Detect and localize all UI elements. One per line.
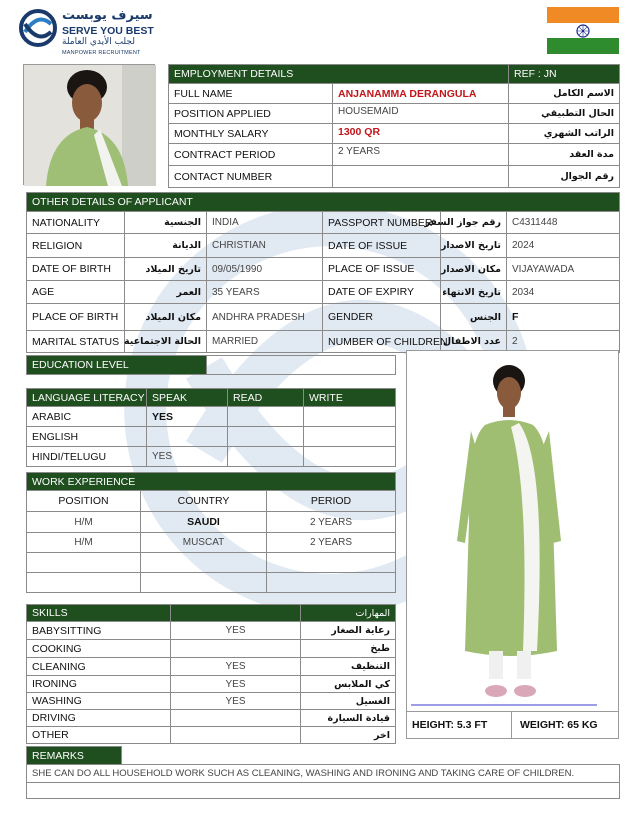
weight-value: WEIGHT: 65 KG (512, 711, 618, 739)
gender-value: F (507, 304, 620, 331)
read-value (228, 427, 304, 447)
place-of-issue-label: PLACE OF ISSUE (323, 258, 441, 281)
skill-value: YES (171, 658, 301, 676)
religion-label: RELIGION (27, 234, 125, 258)
skill-value (171, 727, 301, 744)
place-of-birth-arabic: مكان الميلاد (125, 304, 207, 331)
skill-label: CLEANING (27, 658, 171, 676)
table-row (27, 234, 620, 258)
skill-label: DRIVING (27, 710, 171, 727)
contact-number-label: CONTACT NUMBER (169, 166, 333, 188)
position-applied-label: POSITION APPLIED (169, 104, 333, 124)
ashoka-chakra-icon (576, 24, 590, 38)
skill-arabic: الغسيل (301, 693, 396, 710)
table-row (27, 710, 396, 727)
age-value: 35 YEARS (207, 281, 323, 304)
skill-label: IRONING (27, 676, 171, 693)
table-row (27, 447, 396, 467)
table-row (169, 124, 620, 144)
logo-english-name: SERVE YOU BEST (62, 25, 154, 37)
table-row (27, 553, 396, 573)
employment-header: EMPLOYMENT DETAILS (169, 65, 509, 84)
monthly-salary-label: MONTHLY SALARY (169, 124, 333, 144)
marital-status-arabic: الحالة الاجتماعية (125, 331, 207, 353)
skill-label: OTHER (27, 727, 171, 744)
position-applied-arabic: الحال التطبيقي (509, 104, 620, 124)
table-row (27, 727, 396, 744)
table-row (27, 658, 396, 676)
logo-emblem-icon (18, 8, 58, 48)
ref-label: REF : JN (509, 65, 620, 84)
date-of-issue-arabic: تاريخ الاصدار (441, 234, 507, 258)
passport-number-value: C4311448 (507, 212, 620, 234)
table-row (27, 676, 396, 693)
logo-arabic-name: سيرف يوبست (62, 8, 153, 23)
skill-value: YES (171, 622, 301, 640)
read-value (228, 447, 304, 467)
other-details-table (26, 192, 620, 353)
education-level-value (207, 356, 396, 375)
applicant-photo-full (406, 350, 619, 739)
number-of-children-label: NUMBER OF CHILDREN (323, 331, 441, 353)
passport-number-label: PASSPORT NUMBER (323, 212, 441, 234)
age-label: AGE (27, 281, 125, 304)
work-period: 2 YEARS (267, 512, 396, 533)
full-name-arabic: الاسم الكامل (509, 84, 620, 104)
table-row (27, 693, 396, 710)
date-of-birth-label: DATE OF BIRTH (27, 258, 125, 281)
date-of-issue-value: 2024 (507, 234, 620, 258)
period-column-header: PERIOD (267, 491, 396, 512)
employment-details-table (168, 64, 620, 188)
remarks-table (26, 746, 620, 799)
position-applied-value: HOUSEMAID (333, 104, 509, 124)
read-value (228, 407, 304, 427)
table-row (169, 84, 620, 104)
skill-arabic: رعاية الصغار (301, 622, 396, 640)
monthly-salary-value: 1300 QR (333, 124, 509, 144)
write-value (304, 407, 396, 427)
remarks-text: SHE CAN DO ALL HOUSEHOLD WORK SUCH AS CLEANING, WASHING AND IRONING AND TAKING CARE OF CHILDREN. (27, 765, 620, 783)
skills-header: SKILLS (27, 605, 171, 622)
date-of-birth-value: 09/05/1990 (207, 258, 323, 281)
skills-table (26, 604, 396, 744)
education-level-table (26, 355, 396, 375)
marital-status-value: MARRIED (207, 331, 323, 353)
table-row (169, 104, 620, 124)
language-name: HINDI/TELUGU (27, 447, 147, 467)
table-row (27, 212, 620, 234)
religion-value: CHRISTIAN (207, 234, 323, 258)
write-header: WRITE (304, 389, 396, 407)
date-of-birth-arabic: تاريخ الميلاد (125, 258, 207, 281)
speak-value: YES (147, 407, 228, 427)
language-literacy-header: LANGUAGE LITERACY (27, 389, 147, 407)
skill-arabic: قيادة السيارة (301, 710, 396, 727)
logo-arabic-subtitle: لجلب الأيدي العاملة (62, 37, 135, 47)
table-row (27, 427, 396, 447)
number-of-children-arabic: عدد الاطفال (441, 331, 507, 353)
nationality-label: NATIONALITY (27, 212, 125, 234)
full-name-label: FULL NAME (169, 84, 333, 104)
gender-arabic: الجنس (441, 304, 507, 331)
write-value (304, 427, 396, 447)
number-of-children-value: 2 (507, 331, 620, 353)
language-name: ARABIC (27, 407, 147, 427)
skill-value: YES (171, 676, 301, 693)
skill-value (171, 640, 301, 658)
monthly-salary-arabic: الراتب الشهري (509, 124, 620, 144)
table-row (169, 166, 620, 188)
work-country (141, 573, 267, 593)
remarks-header: REMARKS (27, 747, 122, 765)
table-row (169, 144, 620, 166)
skill-label: WASHING (27, 693, 171, 710)
table-row (27, 512, 396, 533)
language-name: ENGLISH (27, 427, 147, 447)
nationality-value: INDIA (207, 212, 323, 234)
speak-value (147, 427, 228, 447)
other-details-header: OTHER DETAILS OF APPLICANT (27, 193, 620, 212)
table-row (27, 304, 620, 331)
skills-header-arabic: المهارات (301, 605, 396, 622)
table-row (27, 407, 396, 427)
date-of-expiry-label: DATE OF EXPIRY (323, 281, 441, 304)
read-header: READ (228, 389, 304, 407)
age-arabic: العمر (125, 281, 207, 304)
full-name-value: ANJANAMMA DERANGULA (333, 84, 509, 104)
contact-number-arabic: رقم الجوال (509, 166, 620, 188)
date-of-expiry-arabic: تاريخ الانتهاء (441, 281, 507, 304)
passport-number-arabic: رقم جواز السفر (441, 212, 507, 234)
work-country: SAUDI (141, 512, 267, 533)
skill-arabic: اخر (301, 727, 396, 744)
skill-arabic: التنظيف (301, 658, 396, 676)
india-flag (547, 7, 619, 54)
work-position (27, 553, 141, 573)
table-row (27, 281, 620, 304)
work-position: H/M (27, 533, 141, 553)
position-column-header: POSITION (27, 491, 141, 512)
place-of-issue-value: VIJAYAWADA (507, 258, 620, 281)
marital-status-label: MARITAL STATUS (27, 331, 125, 353)
logo-subtitle: MANPOWER RECRUITMENT (62, 50, 141, 56)
skill-label: COOKING (27, 640, 171, 658)
skill-arabic: كي الملابس (301, 676, 396, 693)
work-experience-table (26, 472, 396, 593)
work-experience-header: WORK EXPERIENCE (27, 473, 396, 491)
place-of-birth-label: PLACE OF BIRTH (27, 304, 125, 331)
contract-period-value: 2 YEARS (333, 144, 509, 166)
company-logo (18, 6, 158, 58)
work-position: H/M (27, 512, 141, 533)
full-body-photo (407, 351, 618, 706)
contract-period-arabic: مدة العقد (509, 144, 620, 166)
skill-arabic: طبخ (301, 640, 396, 658)
education-level-header: EDUCATION LEVEL (27, 356, 207, 375)
religion-arabic: الديانة (125, 234, 207, 258)
contract-period-label: CONTRACT PERIOD (169, 144, 333, 166)
country-column-header: COUNTRY (141, 491, 267, 512)
work-country (141, 553, 267, 573)
contact-number-value (333, 166, 509, 188)
skill-value: YES (171, 693, 301, 710)
nationality-arabic: الجنسية (125, 212, 207, 234)
table-row (27, 622, 396, 640)
speak-header: SPEAK (147, 389, 228, 407)
work-period (267, 573, 396, 593)
skill-label: BABYSITTING (27, 622, 171, 640)
write-value (304, 447, 396, 467)
place-of-birth-value: ANDHRA PRADESH (207, 304, 323, 331)
table-row (27, 573, 396, 593)
table-row (27, 258, 620, 281)
work-period: 2 YEARS (267, 533, 396, 553)
gender-label: GENDER (323, 304, 441, 331)
work-country: MUSCAT (141, 533, 267, 553)
work-period (267, 553, 396, 573)
work-position (27, 573, 141, 593)
language-literacy-table (26, 388, 396, 467)
height-value: HEIGHT: 5.3 FT (407, 711, 512, 739)
table-row (27, 640, 396, 658)
table-row (27, 533, 396, 553)
skill-value (171, 710, 301, 727)
place-of-issue-arabic: مكان الاصدار (441, 258, 507, 281)
speak-value: YES (147, 447, 228, 467)
date-of-expiry-value: 2034 (507, 281, 620, 304)
date-of-issue-label: DATE OF ISSUE (323, 234, 441, 258)
applicant-photo-small (23, 64, 155, 185)
